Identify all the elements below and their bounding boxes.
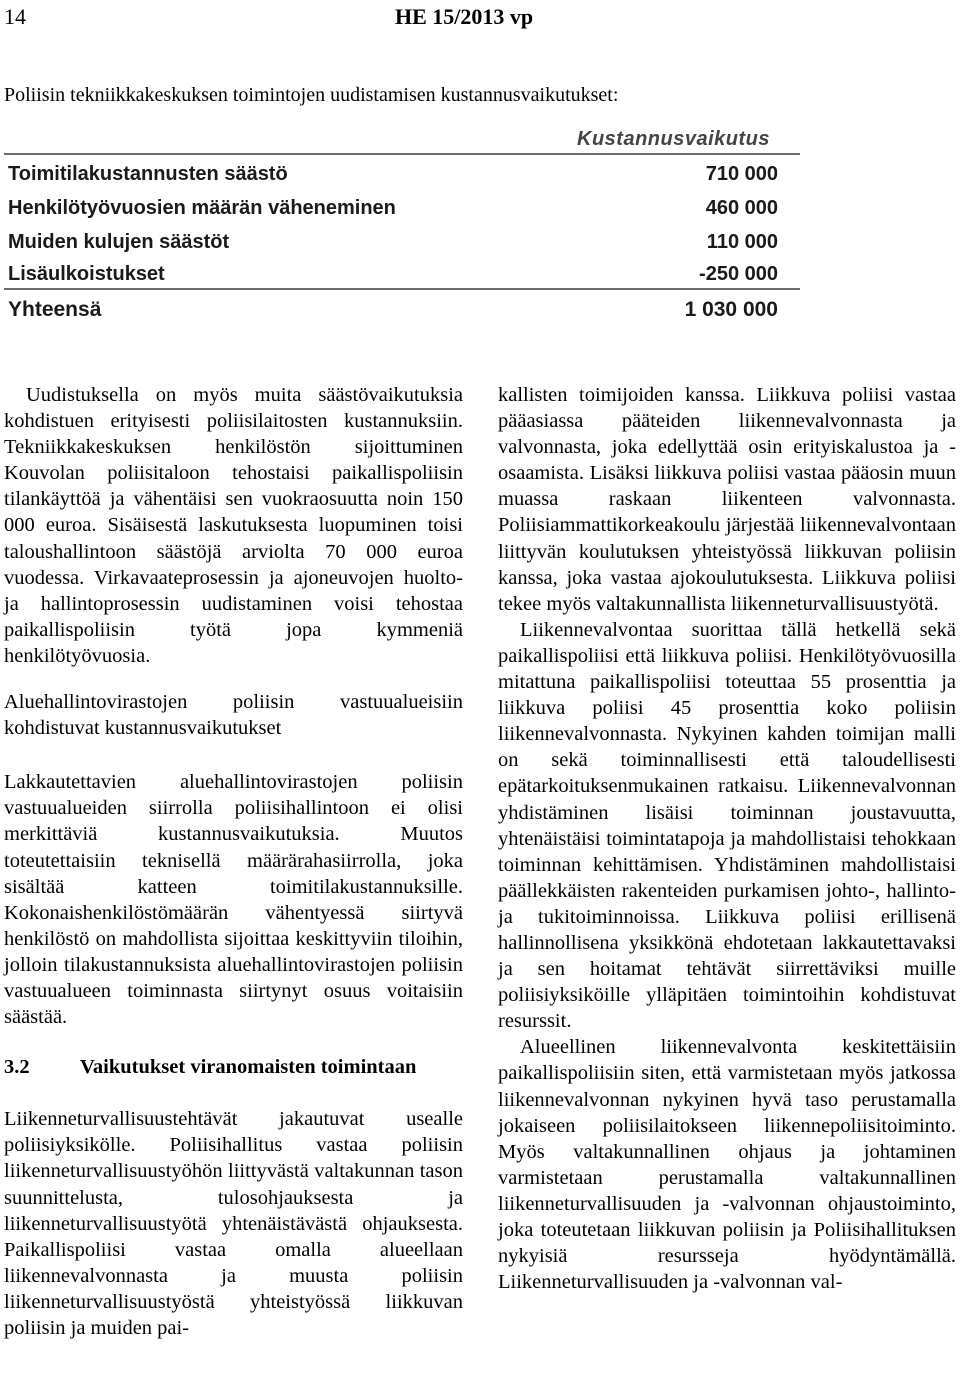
column-header: Kustannusvaikutus <box>577 128 770 150</box>
paragraph: Uudistuksella on myös muita säästövaikutuksia kohdistuen erityisesti poliisilaitosten kustannuksiin. Tekniikkakeskuksen henkilöstön sijoittuminen Kouvolan poliisitaloon tehostaisi paikallispoliisin tilankäyttöä ja vähentäisi sen vuokraosuutta noin 150 000 euroa. Sisäisestä laskutuksesta luopuminen toisi taloushallintoon säästöjä arviolta 70 000 euroa vuodessa. Virkavaateprosessin ja ajoneuvojen huolto- ja hallintoprosessin uudistaminen voisi tehostaa paikallispoliisin työtä jopa kymmeniä henkilötyövuosia. <box>4 384 463 667</box>
row-value: 710 000 <box>705 163 778 185</box>
section-title: Vaikutukset viranomaisten toimintaan <box>80 1056 417 1079</box>
table-row <box>8 231 778 263</box>
row-value: 110 000 <box>706 231 778 253</box>
table-top-rule <box>4 153 800 155</box>
paragraph: Alueellinen liikennevalvonta keskitettäisiin paikallispoliisiin siten, että varmistetaan myös jatkossa liikennevalvonnan nykyinen hyvä taso perustamalla jokaiseen poliisilaitokseen liikennepoliisitoiminto. Myös valtakunnallinen ohjaus ja johtaminen varmistetaan perustamalla valtakunnallinen liikenneturvallisuuden ja -valvonnan ohjaustoiminto, joka toteutetaan liikkuvan poliisin ja Poliisihallituksen nykyisiä resursseja hyödyntämällä. Liikenneturvallisuuden ja -valvonnan val- <box>498 1036 956 1294</box>
paragraph: kallisten toimijoiden kanssa. Liikkuva poliisi vastaa pääasiassa pääteiden liikennevalvonnasta ja valvonnasta, joka edellyttää osin erityiskalustoa ja -osaamista. Lisäksi liikkuva poliisi vastaa pääosin muun muassa raskaan liikenteen valvonnasta. Poliisiammattikorkeakoulu järjestää liikennevalvontaan liittyvän koulutuksen yhteistyössä liikkuvan poliisin kanssa, joka vastaa ajokoulutuksesta. Liikkuva poliisi tekee myös valtakunnallista liikenneturvallisuustyötä. <box>498 384 956 615</box>
total-label: Yhteensä <box>8 298 102 321</box>
right-column <box>498 382 956 1295</box>
table-bottom-rule <box>4 288 800 290</box>
table-row <box>8 263 778 295</box>
row-label: Muiden kulujen säästöt <box>8 231 230 253</box>
table-intro: Poliisin tekniikkakeskuksen toimintojen uudistamisen kustannusvaikutukset: <box>4 84 619 106</box>
table-row <box>8 163 778 195</box>
row-value: -250 000 <box>699 263 778 285</box>
section-heading <box>4 1054 463 1080</box>
table-row <box>8 197 778 229</box>
row-label: Lisäulkoistukset <box>8 263 165 285</box>
subheading: Aluehallintovirastojen poliisin vastuualueisiin kohdistuvat kustannusvaikutukset <box>4 691 463 740</box>
row-label: Toimitilakustannusten säästö <box>8 163 288 185</box>
left-column <box>4 382 463 1341</box>
total-value: 1 030 000 <box>684 298 778 321</box>
paragraph: Lakkautettavien aluehallintovirastojen poliisin vastuualueiden siirrolla poliisihallintoon ei olisi merkittäviä kustannusvaikutuksia. Muutos toteutettaisiin teknisellä määrärahasiirrolla, joka sisältää katteen toimitilakustannuksille. Kokonaishenkilöstömäärän vähentyessä siirtyvä henkilöstö on mahdollista sijoittaa keskittyviin tiloihin, jolloin tilakustannuksista aluehallintovirastojen poliisin vastuualueen toiminnasta siirtynyt osuus voitaisiin säästää. <box>4 771 463 1029</box>
page-number: 14 <box>4 4 26 29</box>
page-header <box>0 0 960 40</box>
row-label: Henkilötyövuosien määrän väheneminen <box>8 197 396 219</box>
table-total-row <box>8 298 778 330</box>
paragraph: Liikenneturvallisuustehtävät jakautuvat usealle poliisiyksikölle. Poliisihallitus vastaa poliisin liikenneturvallisuustyöhön liittyvästä valtakunnan tason suunnittelusta, tulosohjauksesta ja liikenneturvallisuustyötä yhtenäistävästä ohjauksesta. Paikallispoliisi vastaa omalla alueellaan liikennevalvonnasta ja muusta poliisin liikenneturvallisuustyöstä yhteistyössä liikkuvan poliisin ja muiden pai- <box>4 1108 463 1339</box>
section-number: 3.2 <box>4 1056 30 1079</box>
row-value: 460 000 <box>705 197 778 219</box>
cost-table <box>4 128 800 324</box>
document-id: HE 15/2013 vp <box>395 4 534 29</box>
paragraph: Liikennevalvontaa suorittaa tällä hetkellä sekä paikallispoliisi että liikkuva poliisi. Henkilötyövuosilla mitattuna paikallispoliisi toteuttaa 55 prosenttia ja liikkuva poliisi 45 prosenttia koko poliisin liikennevalvonnasta. Nykyinen kahden toimijan malli on sekä toiminnallisesti että taloudellisesti epätarkoituksenmukainen ratkaisu. Liikennevalvonnan yhdistäminen lisäisi toiminnan joustavuutta, yhtenäistäisi toimintatapoja ja mahdollistaisi tehokkaan toiminnan kehittämisen. Yhdistäminen mahdollistaisi päällekkäisten rakenteiden purkamisen johto-, hallinto- ja tukitoiminnoissa. Liikkuva poliisi erillisenä hallinnollisena yksikkönä ehdotetaan lakkautettavaksi ja sen hoitamat tehtävät siirrettäviksi muille poliisiyksiköille ylläpitäen toimintoihin kohdistuvat resurssit. <box>498 618 956 1033</box>
